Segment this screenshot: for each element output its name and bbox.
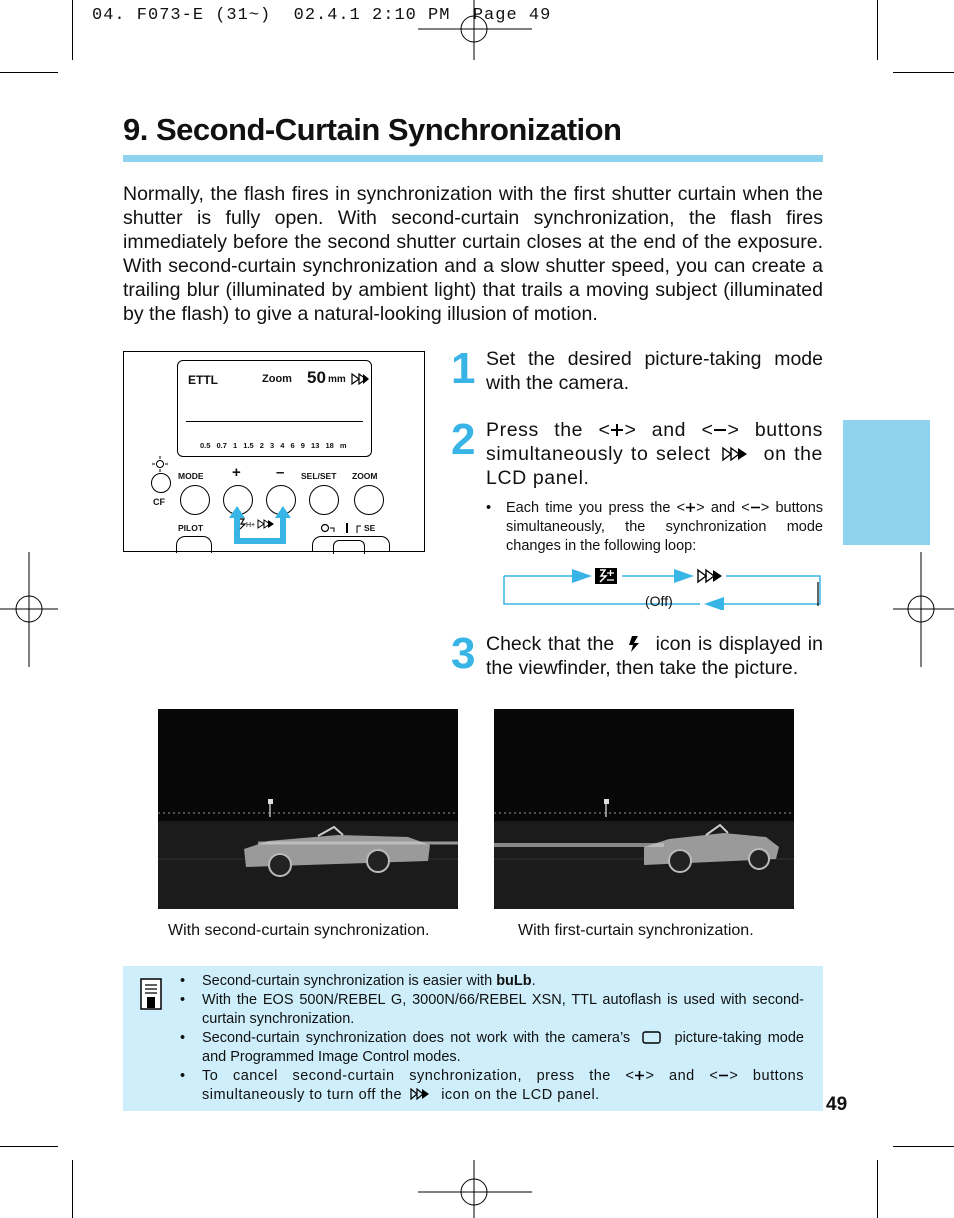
flash-icon: [627, 635, 643, 653]
page-number: 49: [826, 1094, 848, 1115]
crop-mark: [0, 72, 58, 73]
night-car-photo: [494, 709, 794, 909]
pilot-button[interactable]: [176, 536, 212, 553]
photo-caption-first-curtain: With first-curtain synchronization.: [518, 922, 754, 939]
power-switch[interactable]: [312, 536, 390, 552]
lcd-mode: ETTL: [188, 373, 218, 387]
photo-second-curtain: [158, 709, 458, 909]
step-2-bullet-c: > buttons simultaneously, the synchronization mode changes in the following loop:: [506, 500, 824, 554]
zoom-label: ZOOM: [352, 471, 378, 481]
plus-icon: [685, 502, 696, 513]
step-number-1: 1: [451, 344, 476, 393]
step-2-text: [486, 418, 823, 490]
note-3-a: Second-curtain synchronization does not work with the camera’s: [202, 1030, 631, 1046]
second-curtain-sync-icon: [410, 1088, 434, 1100]
note-4-d: icon on the LCD panel.: [441, 1087, 600, 1103]
selset-button[interactable]: [309, 485, 339, 515]
pilot-label: PILOT: [178, 523, 204, 533]
print-slug: 04. F073-E (31~) 02.4.1 2:10 PM Page 49: [92, 6, 552, 25]
note-item: [180, 1067, 804, 1105]
lcd-panel: [177, 360, 372, 457]
step-2-text-d: on the LCD panel.: [486, 443, 823, 489]
second-curtain-sync-icon: [722, 446, 752, 462]
cf-label: CF: [153, 497, 165, 507]
loop-off-label: (Off): [645, 593, 673, 609]
switch-label: SE: [364, 523, 376, 533]
lcd-zoom-unit: mm: [328, 374, 346, 385]
pilot-light-icon: [152, 456, 168, 472]
page-title: 9. Second-Curtain Synchronization: [123, 112, 622, 147]
minus-icon: [750, 502, 761, 513]
selset-label: SEL/SET: [301, 471, 337, 481]
notes-list: [180, 972, 804, 1105]
step-number-3: 3: [451, 629, 476, 678]
photo-first-curtain: [494, 709, 794, 909]
step-number-2: 2: [451, 415, 476, 464]
plus-label: +: [232, 464, 241, 481]
step-2-bullet-b: > and <: [696, 500, 750, 516]
switch-knob: [333, 540, 365, 554]
step-2-text-a: Press the <: [486, 419, 611, 441]
notes-box: [123, 966, 823, 1111]
note-4-b: > and <: [645, 1068, 719, 1084]
note-4-a: To cancel second-curtain synchronization, press the <: [202, 1068, 635, 1084]
title-underline: [123, 155, 823, 162]
svg-text:H+: H+: [246, 522, 256, 529]
flash-panel-illustration: [123, 351, 425, 552]
plus-icon: [610, 423, 624, 437]
minus-label: –: [276, 464, 285, 481]
note-1-b: buLb: [496, 973, 532, 989]
note-1-a: Second-curtain synchronization is easier with: [202, 973, 493, 989]
note-3-b: picture-taking mode and Programmed Image Control modes.: [202, 1030, 804, 1065]
plus-icon: [634, 1070, 645, 1081]
cf-button[interactable]: [151, 473, 171, 493]
sync-mode-mini-icon: [238, 518, 278, 530]
mode-label: MODE: [178, 471, 204, 481]
crop-mark: [0, 1146, 58, 1147]
photo-caption-second-curtain: With second-curtain synchronization.: [168, 922, 430, 939]
crop-mark: [893, 72, 954, 73]
crop-mark: [72, 0, 73, 60]
crop-mark: [877, 1160, 878, 1218]
note-item: [180, 1029, 804, 1067]
second-curtain-sync-icon: [351, 373, 369, 385]
intro-paragraph: Normally, the flash fires in synchronization with the first shutter curtain when the shutter is fully open. With second-curtain synchronization, the flash fires immediately before the second shutter curtain closes at the end of the exposure. With second-curtain synchronization and a slow shutter speed, you can create a trailing blur (illuminated by ambient light) that trails a moving subject (illuminated by the flash) to give a natural-looking illusion of motion.: [123, 183, 823, 325]
lcd-zoom-label: Zoom: [262, 373, 292, 385]
high-speed-sync-icon: [595, 568, 617, 584]
step-3-text: [486, 632, 823, 680]
crop-mark: [893, 1146, 954, 1147]
zoom-button[interactable]: [354, 485, 384, 515]
note-1-c: .: [531, 973, 536, 989]
registration-mark-bottom: [418, 1160, 532, 1218]
step-3-text-a: Check that the: [486, 633, 615, 655]
step-3-text-b: icon is displayed in the viewfinder, then take the picture.: [486, 633, 823, 679]
step-2-text-b: > and <: [624, 419, 714, 441]
registration-mark-left: [0, 552, 58, 667]
crop-mark: [877, 0, 878, 60]
note-4-c: > buttons simultaneously to turn off the: [202, 1068, 805, 1103]
lcd-divider: [186, 421, 363, 422]
night-car-photo: [158, 709, 458, 909]
memo-icon: [140, 978, 164, 1012]
full-auto-icon: [642, 1031, 662, 1044]
mode-button[interactable]: [180, 485, 210, 515]
lcd-zoom-value: 50: [307, 368, 326, 387]
note-item: [180, 972, 804, 991]
chapter-tab: [843, 420, 930, 545]
crop-mark: [72, 1160, 73, 1218]
bullet-dot: •: [486, 500, 492, 516]
lcd-distance-scale: 0.5 0.7 1 1.5 2 3 4 6 9 13 18 m: [200, 441, 347, 450]
minus-icon: [713, 423, 727, 437]
step-2-text-c: > buttons simultaneously to select: [486, 419, 823, 465]
minus-icon: [718, 1070, 729, 1081]
second-curtain-sync-icon: [697, 568, 727, 584]
registration-mark-right: [893, 552, 954, 667]
step-2-bullet-a: Each time you press the <: [506, 500, 686, 516]
note-item: • With the EOS 500N/REBEL G, 3000N/66/REBEL XSN, TTL autoflash is used with second-curtain synchronization.: [180, 991, 804, 1029]
step-1-text: Set the desired picture-taking mode with the camera.: [486, 348, 823, 394]
step-2-bullet: [486, 499, 823, 556]
